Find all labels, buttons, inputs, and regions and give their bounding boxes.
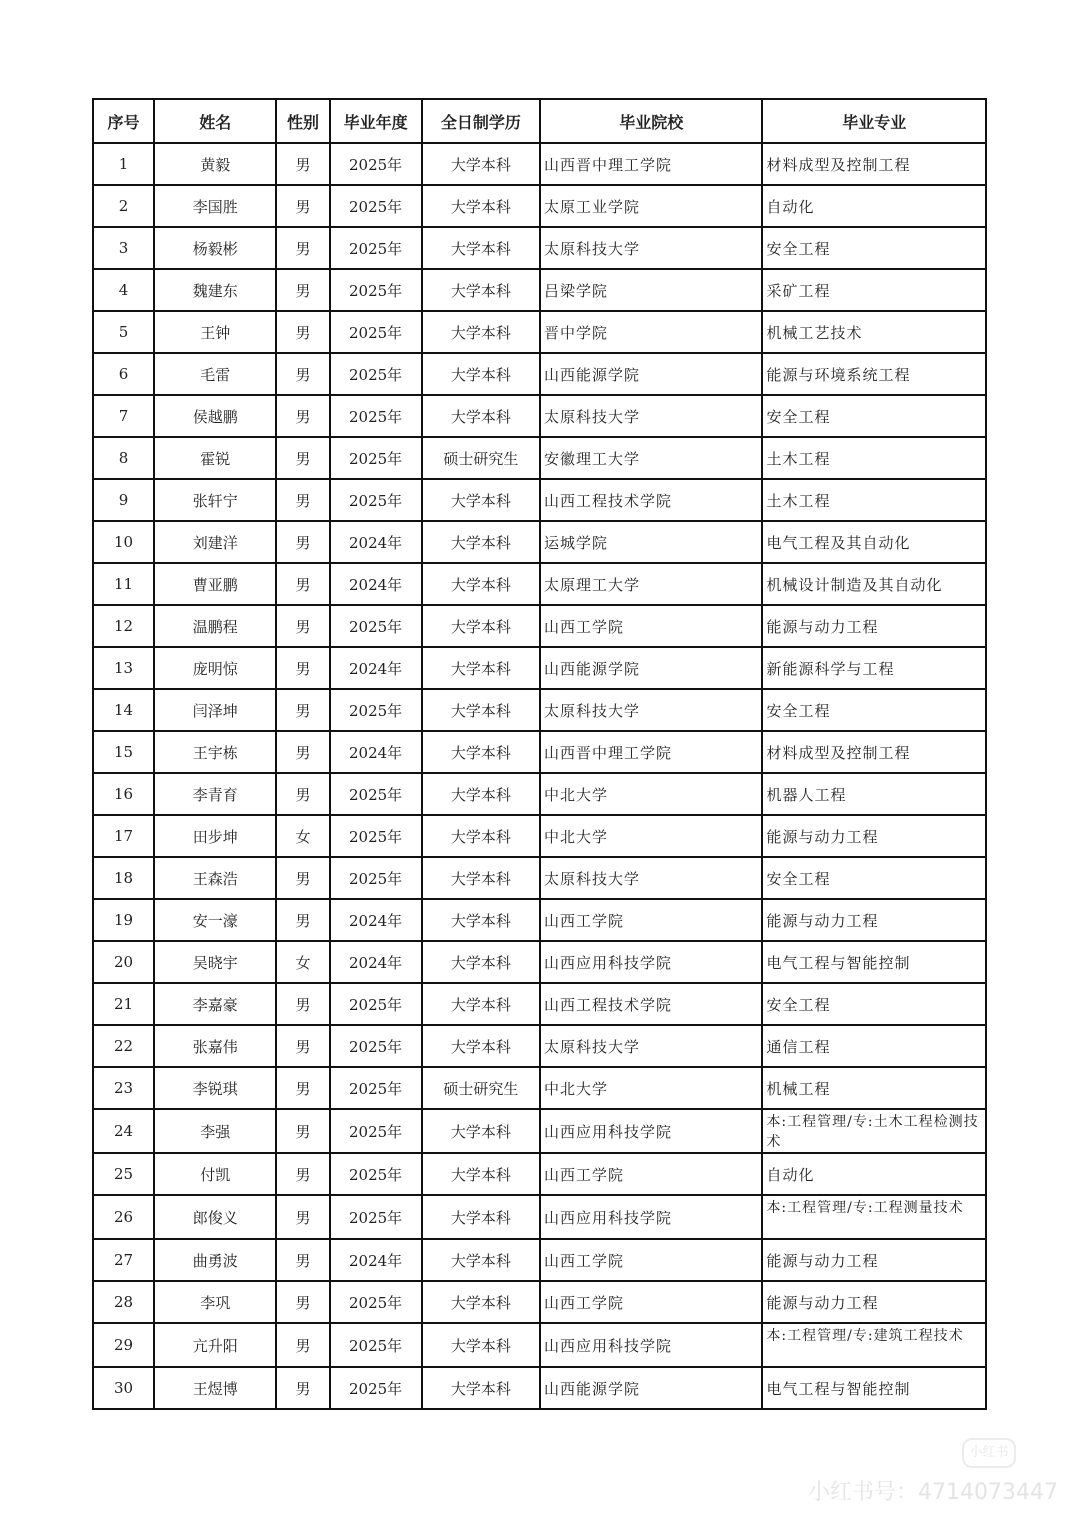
cell-gender: 男 [276,899,329,941]
cell-school: 太原理工大学 [540,563,762,605]
cell-name: 吴晓宇 [154,941,276,983]
cell-major: 机械工程 [762,1067,986,1109]
cell-name: 王宇栋 [154,731,276,773]
table-row [93,143,986,185]
table-row [93,605,986,647]
table-row [93,563,986,605]
cell-graduation-year: 2025年 [330,773,422,815]
cell-index: 19 [93,899,154,941]
cell-name: 李国胜 [154,185,276,227]
cell-education: 大学本科 [422,605,540,647]
cell-gender: 男 [276,395,329,437]
cell-education: 大学本科 [422,521,540,563]
table-row [93,1067,986,1109]
cell-name: 李锐琪 [154,1067,276,1109]
cell-index: 22 [93,1025,154,1067]
table-row [93,395,986,437]
watermark-text: 小红书号：4714073447 [808,1480,1058,1505]
cell-education: 大学本科 [422,143,540,185]
cell-name: 魏建东 [154,269,276,311]
cell-gender: 男 [276,1239,329,1281]
cell-graduation-year: 2025年 [330,1153,422,1195]
cell-name: 霍锐 [154,437,276,479]
cell-major: 机器人工程 [762,773,986,815]
cell-education: 大学本科 [422,857,540,899]
table-row [93,941,986,983]
cell-graduation-year: 2024年 [330,1239,422,1281]
cell-major: 材料成型及控制工程 [762,731,986,773]
table-row [93,689,986,731]
cell-index: 30 [93,1367,154,1409]
header-index: 序号 [93,99,154,143]
cell-education: 大学本科 [422,185,540,227]
cell-major: 新能源科学与工程 [762,647,986,689]
cell-education: 大学本科 [422,269,540,311]
cell-school: 太原工业学院 [540,185,762,227]
cell-major: 能源与动力工程 [762,1281,986,1323]
cell-major: 安全工程 [762,395,986,437]
cell-name: 郎俊义 [154,1195,276,1239]
cell-school: 中北大学 [540,773,762,815]
cell-education: 大学本科 [422,941,540,983]
header-name: 姓名 [154,99,276,143]
header-graduation-year: 毕业年度 [330,99,422,143]
table-row [93,773,986,815]
cell-gender: 男 [276,857,329,899]
cell-major: 采矿工程 [762,269,986,311]
cell-school: 山西工学院 [540,1239,762,1281]
cell-major: 能源与动力工程 [762,1239,986,1281]
cell-graduation-year: 2024年 [330,941,422,983]
cell-index: 15 [93,731,154,773]
table-row [93,815,986,857]
cell-education: 大学本科 [422,899,540,941]
cell-index: 26 [93,1195,154,1239]
cell-index: 20 [93,941,154,983]
cell-graduation-year: 2025年 [330,395,422,437]
table-row [93,1025,986,1067]
cell-school: 山西工学院 [540,899,762,941]
cell-name: 杨毅彬 [154,227,276,269]
table-row [93,1109,986,1153]
cell-gender: 女 [276,941,329,983]
cell-name: 庞明惊 [154,647,276,689]
cell-index: 2 [93,185,154,227]
cell-major: 本:工程管理/专:工程测量技术 [762,1195,986,1239]
cell-gender: 男 [276,689,329,731]
cell-index: 7 [93,395,154,437]
cell-school: 山西应用科技学院 [540,1323,762,1367]
table-header [93,99,986,143]
table-row [93,899,986,941]
cell-education: 大学本科 [422,1239,540,1281]
cell-education: 大学本科 [422,689,540,731]
cell-education: 大学本科 [422,731,540,773]
cell-graduation-year: 2025年 [330,1025,422,1067]
cell-major: 本:工程管理/专:土木工程检测技术 [762,1109,986,1153]
cell-gender: 男 [276,311,329,353]
cell-index: 11 [93,563,154,605]
cell-name: 安一濠 [154,899,276,941]
cell-gender: 男 [276,605,329,647]
header-major: 毕业专业 [762,99,986,143]
cell-school: 太原科技大学 [540,1025,762,1067]
cell-education: 大学本科 [422,647,540,689]
cell-major: 通信工程 [762,1025,986,1067]
table-row [93,1281,986,1323]
cell-gender: 男 [276,1025,329,1067]
watermark-logo: 小红书 [962,1438,1016,1468]
cell-gender: 男 [276,1323,329,1367]
table-row [93,437,986,479]
cell-education: 大学本科 [422,563,540,605]
cell-education: 大学本科 [422,479,540,521]
table-row [93,857,986,899]
cell-index: 17 [93,815,154,857]
cell-school: 山西晋中理工学院 [540,143,762,185]
cell-gender: 男 [276,227,329,269]
table-row [93,227,986,269]
cell-name: 张轩宁 [154,479,276,521]
cell-name: 王钟 [154,311,276,353]
cell-name: 曹亚鹏 [154,563,276,605]
cell-index: 4 [93,269,154,311]
cell-gender: 男 [276,521,329,563]
cell-school: 中北大学 [540,815,762,857]
cell-index: 25 [93,1153,154,1195]
cell-index: 6 [93,353,154,395]
cell-graduation-year: 2025年 [330,1195,422,1239]
cell-index: 21 [93,983,154,1025]
cell-index: 1 [93,143,154,185]
cell-graduation-year: 2025年 [330,143,422,185]
cell-graduation-year: 2025年 [330,1109,422,1153]
cell-education: 大学本科 [422,1367,540,1409]
table-row [93,311,986,353]
cell-graduation-year: 2025年 [330,1067,422,1109]
cell-gender: 男 [276,983,329,1025]
cell-index: 23 [93,1067,154,1109]
cell-gender: 男 [276,269,329,311]
cell-major: 安全工程 [762,227,986,269]
cell-name: 李巩 [154,1281,276,1323]
cell-name: 闫泽坤 [154,689,276,731]
cell-gender: 男 [276,731,329,773]
cell-name: 曲勇波 [154,1239,276,1281]
cell-major: 机械工艺技术 [762,311,986,353]
cell-gender: 男 [276,143,329,185]
cell-school: 太原科技大学 [540,395,762,437]
cell-school: 山西能源学院 [540,647,762,689]
table-row [93,521,986,563]
cell-graduation-year: 2024年 [330,731,422,773]
table-row [93,1239,986,1281]
cell-gender: 男 [276,773,329,815]
cell-index: 27 [93,1239,154,1281]
cell-index: 18 [93,857,154,899]
cell-graduation-year: 2025年 [330,857,422,899]
graduate-roster-table [92,98,987,1410]
cell-graduation-year: 2025年 [330,479,422,521]
cell-index: 12 [93,605,154,647]
cell-major: 自动化 [762,1153,986,1195]
cell-graduation-year: 2025年 [330,1281,422,1323]
cell-graduation-year: 2025年 [330,1323,422,1367]
cell-education: 大学本科 [422,1153,540,1195]
cell-education: 大学本科 [422,1195,540,1239]
cell-gender: 男 [276,1153,329,1195]
cell-index: 5 [93,311,154,353]
table-row [93,983,986,1025]
cell-major: 电气工程与智能控制 [762,941,986,983]
cell-major: 能源与动力工程 [762,899,986,941]
cell-graduation-year: 2025年 [330,983,422,1025]
cell-index: 10 [93,521,154,563]
cell-school: 山西能源学院 [540,353,762,395]
cell-school: 吕梁学院 [540,269,762,311]
cell-major: 能源与动力工程 [762,605,986,647]
cell-name: 李嘉豪 [154,983,276,1025]
table-row [93,269,986,311]
cell-index: 3 [93,227,154,269]
cell-graduation-year: 2024年 [330,647,422,689]
cell-name: 毛雷 [154,353,276,395]
cell-major: 土木工程 [762,437,986,479]
cell-major: 能源与动力工程 [762,815,986,857]
header-education: 全日制学历 [422,99,540,143]
cell-index: 13 [93,647,154,689]
cell-name: 亢升阳 [154,1323,276,1367]
cell-graduation-year: 2025年 [330,269,422,311]
cell-major: 安全工程 [762,857,986,899]
header-school: 毕业院校 [540,99,762,143]
cell-major: 电气工程及其自动化 [762,521,986,563]
cell-major: 电气工程与智能控制 [762,1367,986,1409]
cell-gender: 男 [276,437,329,479]
cell-index: 29 [93,1323,154,1367]
header-row [93,99,986,143]
cell-name: 张嘉伟 [154,1025,276,1067]
cell-school: 山西工程技术学院 [540,983,762,1025]
cell-major: 自动化 [762,185,986,227]
cell-index: 8 [93,437,154,479]
cell-name: 王煜博 [154,1367,276,1409]
cell-graduation-year: 2025年 [330,185,422,227]
cell-graduation-year: 2025年 [330,1367,422,1409]
cell-name: 付凯 [154,1153,276,1195]
cell-education: 大学本科 [422,353,540,395]
cell-graduation-year: 2025年 [330,227,422,269]
cell-index: 14 [93,689,154,731]
cell-gender: 男 [276,647,329,689]
cell-major: 机械设计制造及其自动化 [762,563,986,605]
cell-major: 能源与环境系统工程 [762,353,986,395]
cell-school: 晋中学院 [540,311,762,353]
cell-graduation-year: 2024年 [330,899,422,941]
cell-gender: 男 [276,185,329,227]
cell-gender: 男 [276,1109,329,1153]
cell-gender: 男 [276,353,329,395]
cell-school: 运城学院 [540,521,762,563]
cell-school: 山西工学院 [540,1153,762,1195]
cell-gender: 男 [276,563,329,605]
cell-name: 李青育 [154,773,276,815]
cell-name: 田步坤 [154,815,276,857]
cell-education: 大学本科 [422,1281,540,1323]
cell-major: 本:工程管理/专:建筑工程技术 [762,1323,986,1367]
table-row [93,1195,986,1239]
cell-name: 刘建洋 [154,521,276,563]
cell-graduation-year: 2025年 [330,311,422,353]
cell-gender: 女 [276,815,329,857]
cell-name: 侯越鹏 [154,395,276,437]
cell-graduation-year: 2025年 [330,689,422,731]
cell-graduation-year: 2025年 [330,605,422,647]
cell-graduation-year: 2024年 [330,521,422,563]
cell-education: 硕士研究生 [422,437,540,479]
table-row [93,353,986,395]
cell-education: 大学本科 [422,311,540,353]
cell-school: 山西应用科技学院 [540,941,762,983]
cell-gender: 男 [276,1281,329,1323]
cell-name: 王森浩 [154,857,276,899]
cell-school: 中北大学 [540,1067,762,1109]
cell-school: 山西工学院 [540,605,762,647]
cell-major: 材料成型及控制工程 [762,143,986,185]
cell-index: 28 [93,1281,154,1323]
table-row [93,1367,986,1409]
table-row [93,731,986,773]
cell-school: 山西工程技术学院 [540,479,762,521]
cell-graduation-year: 2024年 [330,563,422,605]
cell-education: 硕士研究生 [422,1067,540,1109]
cell-major: 安全工程 [762,689,986,731]
cell-school: 山西晋中理工学院 [540,731,762,773]
cell-school: 山西应用科技学院 [540,1109,762,1153]
cell-major: 安全工程 [762,983,986,1025]
table-row [93,479,986,521]
cell-index: 24 [93,1109,154,1153]
cell-name: 李强 [154,1109,276,1153]
cell-school: 山西能源学院 [540,1367,762,1409]
cell-school: 太原科技大学 [540,227,762,269]
cell-index: 16 [93,773,154,815]
table-row [93,185,986,227]
cell-graduation-year: 2025年 [330,437,422,479]
cell-index: 9 [93,479,154,521]
table-body [93,143,986,1409]
table-row [93,647,986,689]
cell-education: 大学本科 [422,773,540,815]
table-row [93,1153,986,1195]
cell-education: 大学本科 [422,227,540,269]
cell-major: 土木工程 [762,479,986,521]
cell-gender: 男 [276,1367,329,1409]
table-row [93,1323,986,1367]
cell-education: 大学本科 [422,1025,540,1067]
header-gender: 性别 [276,99,329,143]
cell-graduation-year: 2025年 [330,353,422,395]
cell-education: 大学本科 [422,983,540,1025]
cell-education: 大学本科 [422,395,540,437]
cell-gender: 男 [276,1195,329,1239]
cell-name: 黄毅 [154,143,276,185]
cell-gender: 男 [276,1067,329,1109]
cell-gender: 男 [276,479,329,521]
cell-education: 大学本科 [422,1109,540,1153]
cell-education: 大学本科 [422,815,540,857]
cell-education: 大学本科 [422,1323,540,1367]
cell-school: 安徽理工大学 [540,437,762,479]
cell-school: 山西工学院 [540,1281,762,1323]
cell-school: 山西应用科技学院 [540,1195,762,1239]
cell-graduation-year: 2025年 [330,815,422,857]
cell-school: 太原科技大学 [540,689,762,731]
cell-school: 太原科技大学 [540,857,762,899]
cell-name: 温鹏程 [154,605,276,647]
